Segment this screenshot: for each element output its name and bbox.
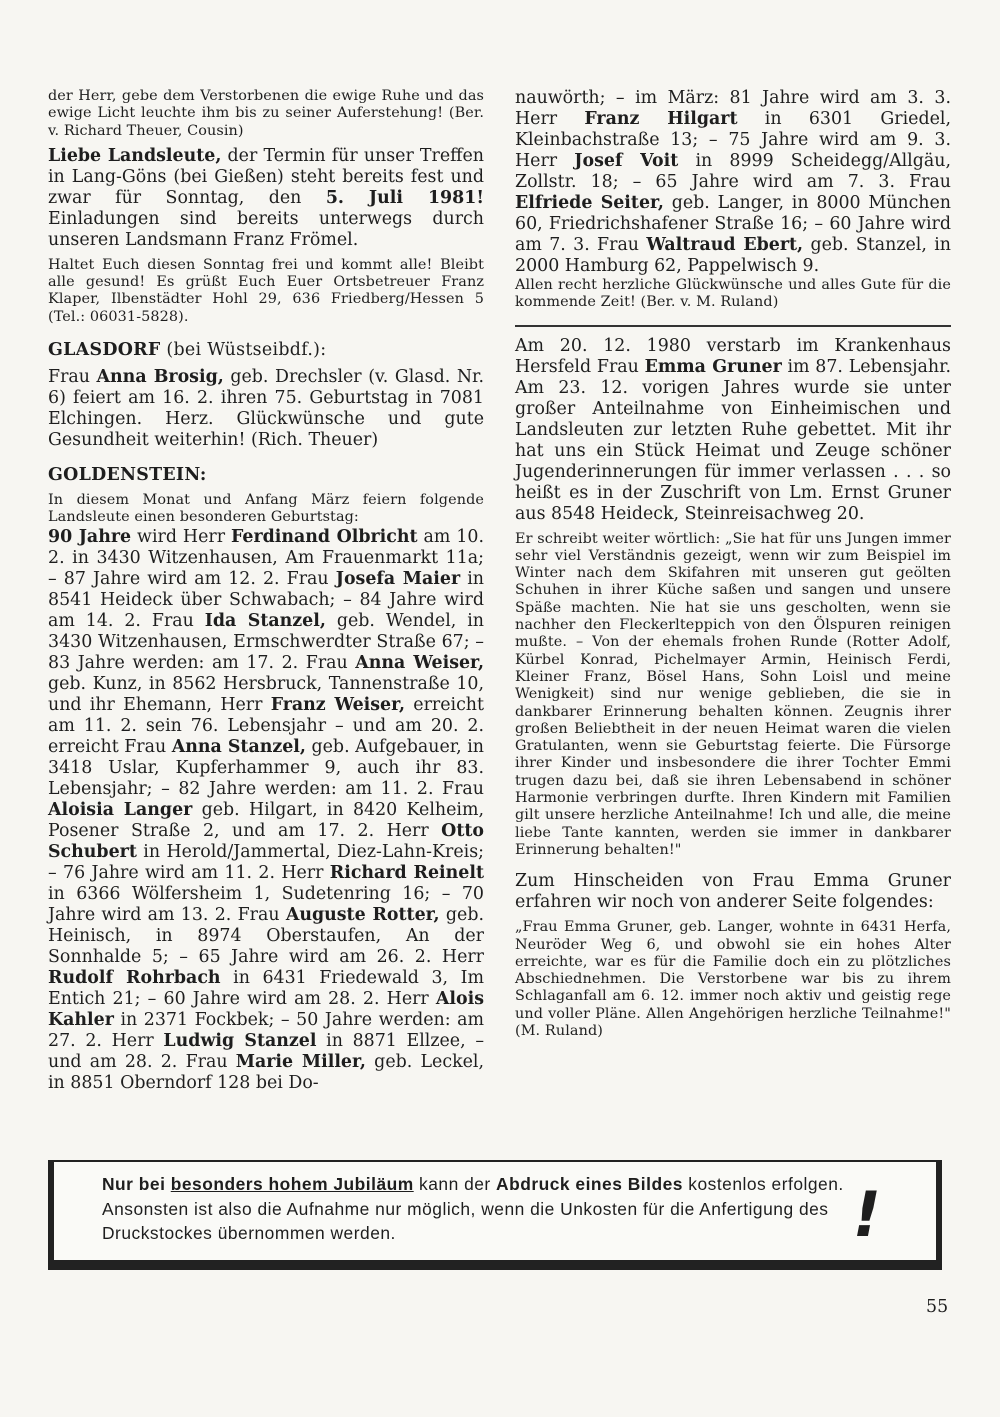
section-heading-glasdorf: GLASDORF (bei Wüstseibdf.): — [48, 340, 327, 361]
print-notice-text: Nur bei besonders hohem Jubiläum kann der Abdruck eines Bildes kostenlos erfolgen. Ansonsten ist also die Aufnahme nur möglich, wenn die Unkosten für die Anfertigung des Druckstockes übernommen werden. — [102, 1174, 844, 1243]
page-number: 55 — [926, 1297, 949, 1317]
further-report-intro: Zum Hinscheiden von Frau Emma Gruner erfahren wir noch von anderer Seite folgendes: — [515, 871, 951, 913]
goldenstein-intro: In diesem Monat und Anfang März feiern folgende Landsleute einen besonderen Geburtstag: — [48, 492, 484, 526]
organizer-contact: Haltet Euch diesen Sonntag frei und kommt alle! Bleibt alle gesund! Es grüßt Euch Euer Ortsbetreuer Franz Klaper, Ilbenstädter Hohl 29, 636 Friedberg/Hessen 5 (Tel.: 06031-5828). — [48, 256, 484, 325]
meeting-announcement: Liebe Landsleute, der Termin für unser Treffen in Lang-Göns (bei Gießen) steht bereits fest und zwar für Sonntag, den 5. Juli 1981! Einladungen sind bereits unterwegs durch unseren Landsmann Franz Frömel. — [48, 145, 484, 250]
left-column — [48, 88, 484, 1094]
quoted-letter: Er schreibt weiter wörtlich: „Sie hat für uns Jungen immer sehr viel Verständnis gezeigt, wenn wir zum Beispiel im Winter nach dem Skifahren mit unseren gut geölten Schuhen in ihrer Küche saßen und sangen und unsere Späße machten. Nie hat sie uns gescholten, wenn sie nachher den Fleckerlteppich von den Ölspuren reinigen mußte. – Von der ehemals frohen Runde (Rotter Adolf, Kürbel Konrad, Pichelmayer Armin, Heinisch Ferdi, Kleiner Franz, Bösel Hans, Sohn Loisl und meine Wenigkeit) sind nur wenige geblieben, die sie in dankbarer Erinnerung behalten können. Zeugnis ihrer großen Beliebtheit in der neuen Heimat waren die vielen Gratulanten, wenn sie Geburtstag feierte. Die Fürsorge ihrer Kinder und insbesondere die ihrer Tochter Emmi trugen dazu bei, daß sie ihren Lebensabend in schöner Harmonie verbringen durfte. Ihren Kindern mit Familien gilt unsere herzliche Anteilnahme! Ich und alle, die meine liebe Tante kannten, werden sie immer in dankbarer Erinnerung behalten!" — [515, 530, 951, 858]
meeting-date: 5. Juli 1981! — [325, 187, 484, 208]
goldenstein-birthdays: 90 Jahre wird Herr Ferdinand Olbricht am 10. 2. in 3430 Witzenhausen, Am Frauenmarkt 11a; – 87 Jahre wird am 12. 2. Frau Josefa Maier in 8541 Heideck über Schwabach; – 84 Jahre wird am 14. 2. Frau Ida Stanzel, geb. Wendel, in 3430 Witzenhausen, Ermschwerdter Straße 67; – 83 Jahre werden: am 17. 2. Frau Anna Weiser, geb. Kunz, in 8562 Hersbruck, Tannenstraße 10, und ihr Ehemann, Herr Franz Weiser, erreicht am 11. 2. sein 76. Lebensjahr – und am 20. 2. erreicht Frau Anna Stanzel, geb. Aufgebauer, in 3418 Uslar, Kupferhammer 9, auch ihr 83. Lebensjahr; – 82 Jahre werden: am 11. 2. Frau Aloisia Langer geb. Hilgart, in 8420 Kelheim, Posener Straße 2, und am 17. 2. Herr Otto Schubert in Herold/Jammertal, Diez-Lahn-Kreis; – 76 Jahre wird am 11. 2. Herr Richard Reinelt in 6366 Wölfersheim 1, Sudetenring 16; – 70 Jahre wird am 13. 2. Frau Auguste Rotter, geb. Heinisch, in 8974 Oberstaufen, An der Sonnhalde 5; – 65 Jahre wird am 26. 2. Herr Rudolf Rohrbach in 6431 Friedewald 3, Im Entich 21; – 60 Jahre wird am 28. 2. Herr Alois Kahler in 2371 Fockbek; – 50 Jahre werden: am 27. 2. Herr Ludwig Stanzel in 8871 Ellzee, – und am 28. 2. Frau Marie Miller, geb. Leckel, in 8851 Oberndorf 128 bei Do- — [48, 526, 485, 1093]
section-heading-goldenstein: GOLDENSTEIN: — [48, 465, 207, 486]
obituary-ending: der Herr, gebe dem Verstorbenen die ewige Ruhe und das ewige Licht leuchte ihm bis zu seiner Auferstehung! (Ber. v. Richard Theuer, Cousin) — [48, 88, 484, 139]
section-divider — [515, 325, 951, 327]
quoted-report: „Frau Emma Gruner, geb. Langer, wohnte in 6431 Herfa, Neuröder Weg 6, und obwohl sie ein hohes Alter erreichte, war es für die Familie doch ein zu plötzliches Abschiednehmen. Die Verstorbene war bis zu ihrem Schlaganfall am 6. 12. immer noch aktiv und geistig rege und voller Pläne. Allen Angehörigen herzliche Teilnahme!" (M. Ruland) — [515, 919, 951, 1040]
glasdorf-birthday: Frau Anna Brosig, geb. Drechsler (v. Glasd. Nr. 6) feiert am 16. 2. ihren 75. Geburtstag in 7081 Elchingen. Herz. Glückwünsche und gute Gesundheit weiterhin! (Rich. Theuer) — [48, 367, 484, 451]
goldenstein-birthdays-continued: nauwörth; – im März: 81 Jahre wird am 3. 3. Herr Franz Hilgart in 6301 Griedel, Kleinbachstraße 13; – 75 Jahre wird am 9. 3. Herr Josef Voit in 8999 Scheidegg/Allgäu, Zollstr. 18; – 65 Jahre wird am 7. 3. Frau Elfriede Seiter, geb. Langer, in 8000 München 60, Friedrichshafener Straße 16; – 60 Jahre wird am 7. 3. Frau Waltraud Ebert, geb. Stanzel, in 2000 Hamburg 62, Pappelwisch 9. — [515, 88, 952, 276]
right-column — [515, 88, 951, 1040]
birthday-wishes: Allen recht herzliche Glückwünsche und alles Gute für die kommende Zeit! (Ber. v. M. Ruland) — [515, 277, 951, 311]
obituary-emma-gruner: Am 20. 12. 1980 verstarb im Krankenhaus Hersfeld Frau Emma Gruner im 87. Lebensjahr. Am 23. 12. vorigen Jahres wurde sie unter großer Anteilnahme von Einheimischen und Landsleuten zur letzten Ruhe gebettet. Mit ihr hat uns ein Stück Heimat und Zeuge schöner Jugenderinnerungen für immer verlassen . . . so heißt es in der Zuschrift von Lm. Ernst Gruner aus 8548 Heideck, Steinreisachweg 20. — [515, 335, 951, 524]
greeting: Liebe Landsleute, — [48, 145, 222, 166]
print-notice-box — [48, 1160, 942, 1270]
exclamation-mark: ! — [852, 1178, 881, 1251]
